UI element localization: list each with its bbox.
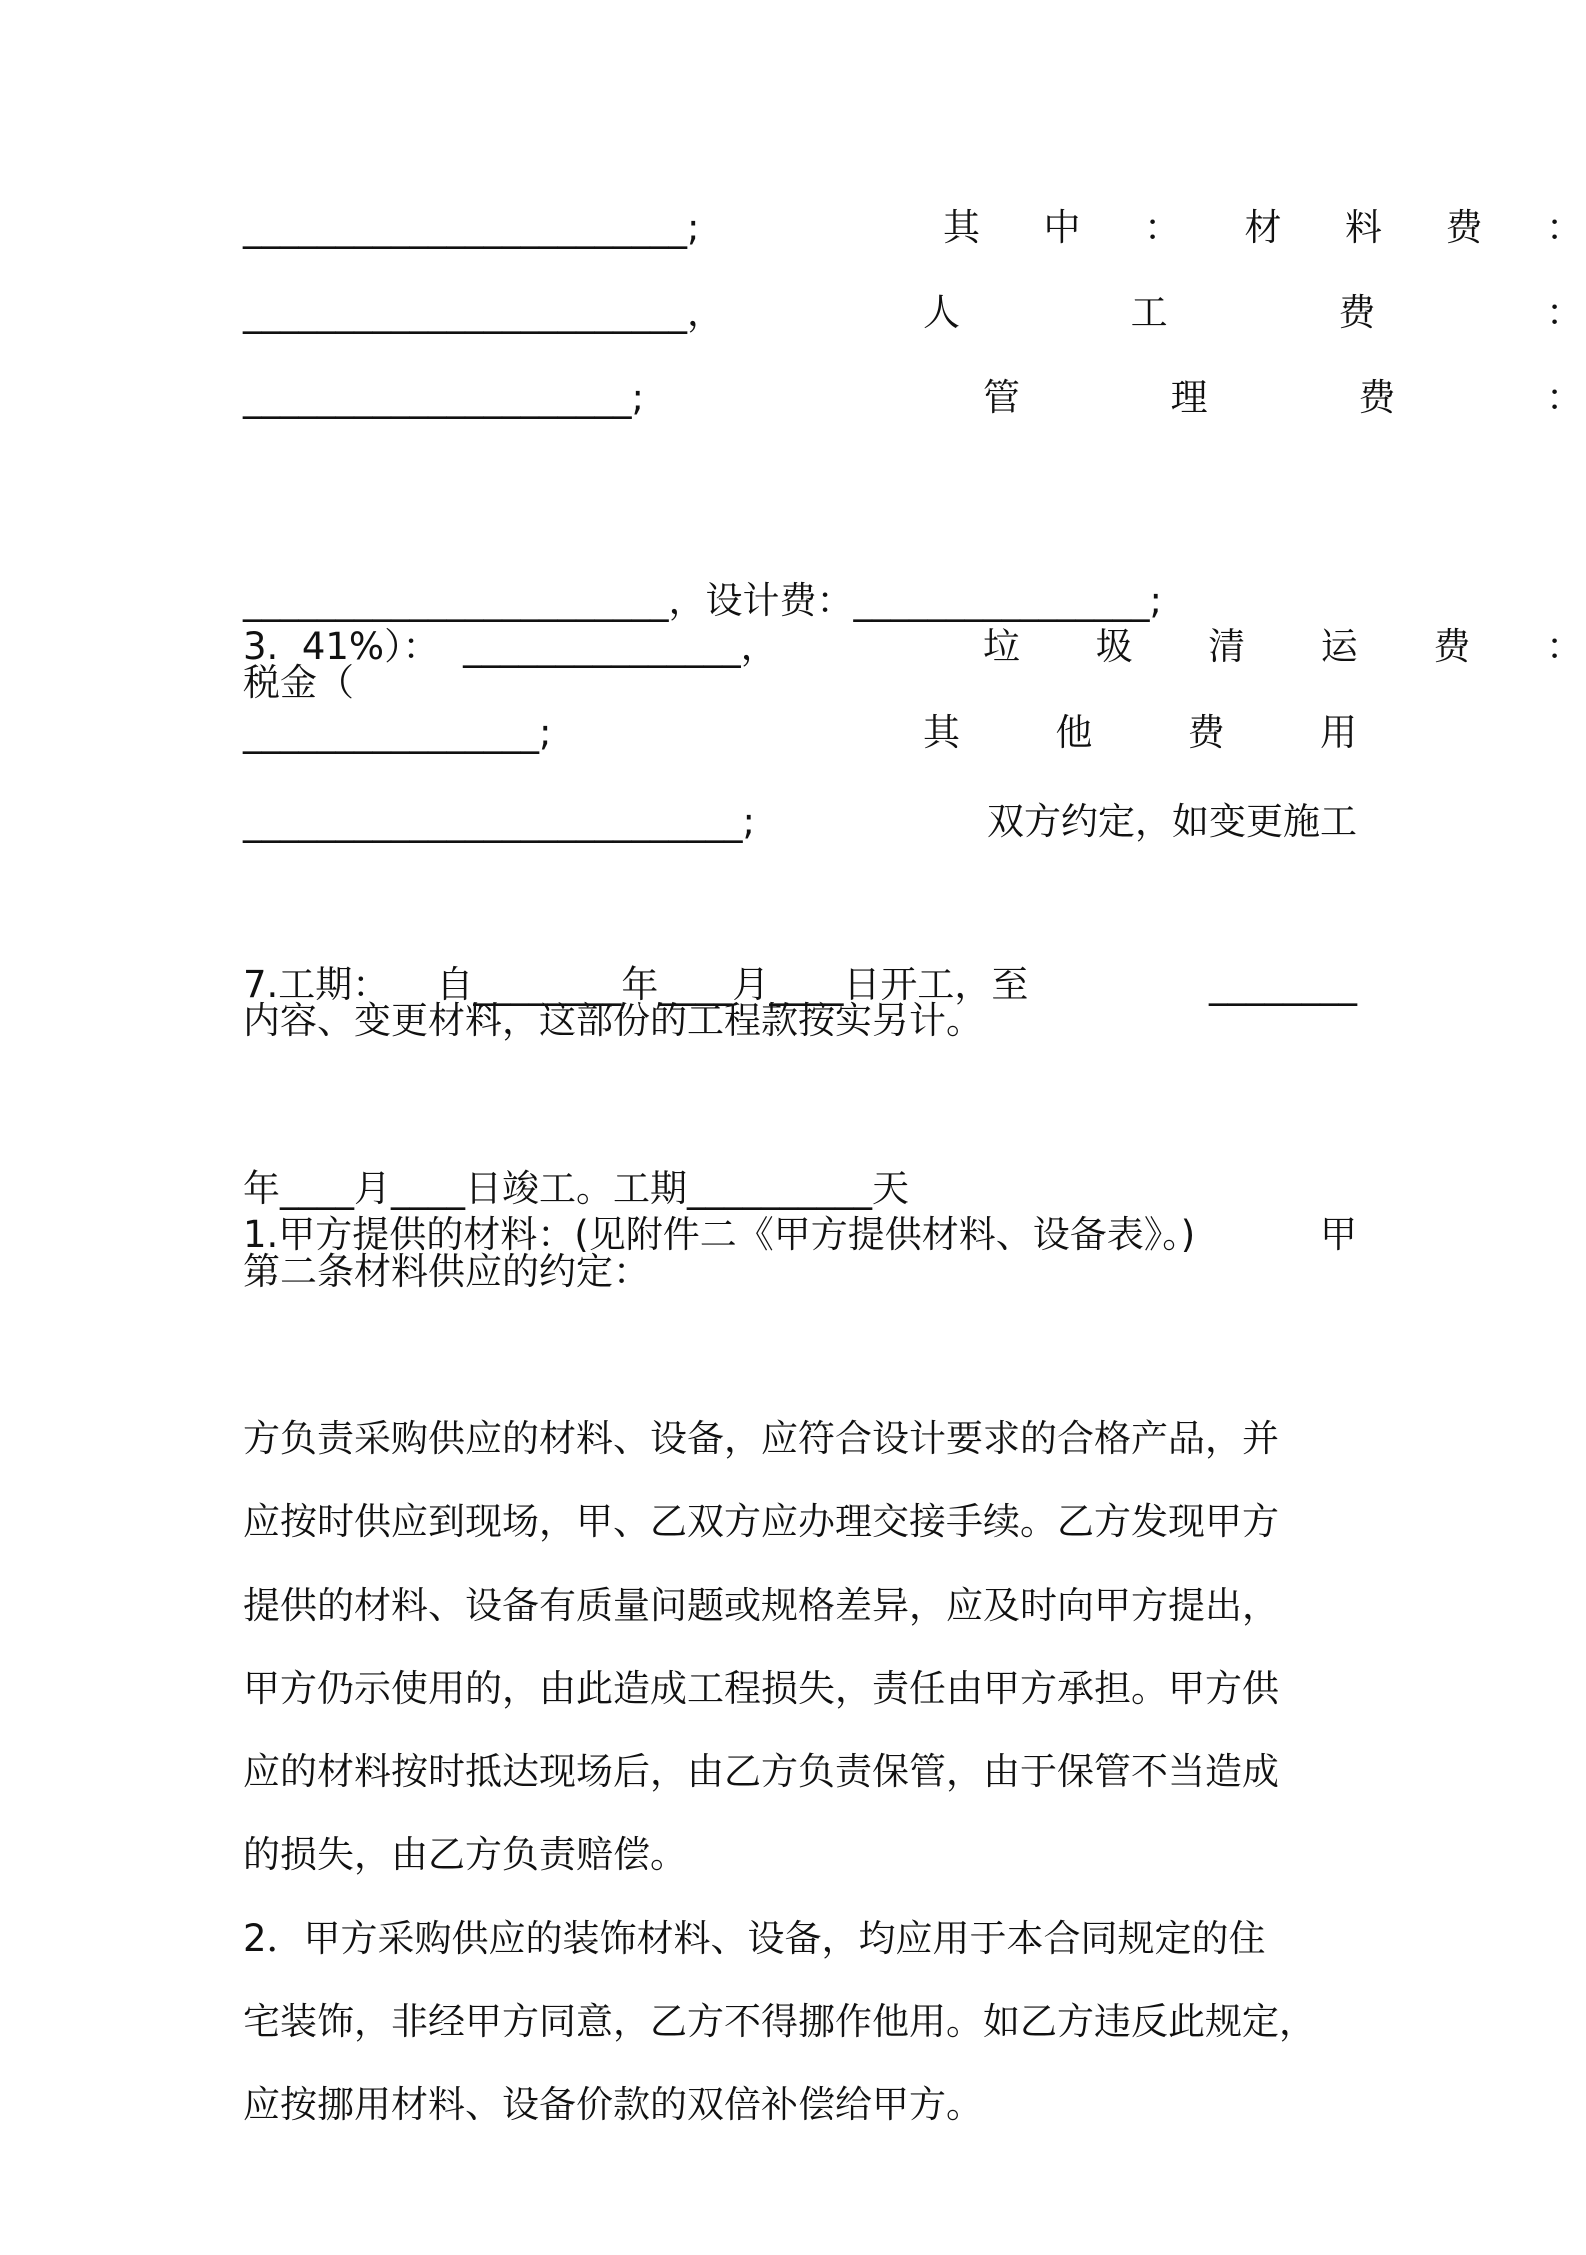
line-text: 年____月____日竣工。工期__________天	[243, 1167, 909, 1210]
char: 材	[1244, 206, 1282, 249]
blank-field: ___________________________;	[243, 800, 755, 843]
text-line	[243, 1289, 1357, 1460]
line-text: 双方约定，如变更施工	[987, 800, 1357, 843]
line-text: 应的材料按时抵达现场后，由乙方负责保管，由于保管不当造成	[243, 1750, 1279, 1793]
char: 理	[1170, 376, 1208, 419]
line-text: 的损失，由乙方负责赔偿。	[243, 1833, 687, 1876]
spread-text	[923, 703, 1357, 763]
char: 中	[1043, 206, 1081, 249]
text-line	[243, 703, 1357, 763]
text-line	[243, 283, 1583, 343]
spread-text	[923, 283, 1583, 343]
char: 圾	[1095, 625, 1133, 668]
line-text: 内容、变更材料，这部份的工程款按实另计。	[243, 999, 983, 1042]
char: 运	[1320, 625, 1358, 668]
text-line	[243, 1039, 1357, 1210]
blank-field: 3. 41%）： _______________，	[243, 625, 778, 668]
char: 管	[983, 376, 1020, 419]
line-text: 2．甲方采购供应的装饰材料、设备，均应用于本合同规定的住	[243, 1917, 1266, 1960]
char: ：	[1546, 206, 1583, 249]
blank-field: ________________________;	[243, 206, 700, 249]
line-text: 甲	[1320, 1213, 1357, 1256]
text-line	[243, 198, 1583, 258]
char: ：	[1545, 376, 1583, 419]
blank-field: ________________;	[243, 711, 552, 754]
char: 垃	[983, 625, 1020, 668]
char: 清	[1208, 625, 1246, 668]
section-heading: 第二条材料供应的约定：	[243, 1250, 650, 1293]
text-line	[243, 368, 1583, 428]
text-line	[243, 451, 1357, 622]
line-text: 税金（	[243, 661, 354, 704]
line-text: 7.工期： 自________年____月____日开工，至	[243, 963, 1029, 1006]
line-text: 应按挪用材料、设备价款的双倍补偿给甲方。	[243, 2083, 983, 2126]
line-text: 甲方仍示使用的，由此造成工程损失，责任由甲方承担。甲方供	[243, 1667, 1279, 1710]
char: ：	[1144, 206, 1181, 249]
char: 费	[1358, 376, 1396, 419]
line-text: 1.甲方提供的材料：(见附件二《甲方提供材料、设备表》。)	[243, 1213, 1196, 1256]
spread-text	[983, 368, 1583, 428]
char: 费	[1187, 711, 1225, 754]
line-text: 方负责采购供应的材料、设备，应符合设计要求的合格产品，并	[243, 1417, 1279, 1460]
char: 其	[923, 711, 960, 754]
char: ：	[1545, 291, 1583, 334]
blank-field: ________	[1209, 963, 1357, 1006]
char: ：	[1545, 625, 1583, 668]
text-line	[243, 1205, 1357, 1265]
text-line	[243, 955, 1357, 1015]
char: 他	[1055, 711, 1093, 754]
text-line	[243, 792, 1357, 852]
char: 费	[1433, 625, 1471, 668]
char: 费	[1338, 291, 1376, 334]
char: 工	[1130, 291, 1168, 334]
blank-field: ________________________，	[243, 291, 724, 334]
spread-text	[943, 198, 1583, 258]
char: 费	[1445, 206, 1483, 249]
char: 料	[1345, 206, 1382, 249]
text-line	[243, 617, 1583, 677]
line-text: _______________________，设计费：________________;	[243, 579, 1162, 622]
spread-text	[983, 617, 1583, 677]
line-text: 宅装饰，非经甲方同意，乙方不得挪作他用。如乙方违反此规定，	[243, 2000, 1316, 2043]
line-text: 应按时供应到现场，甲、乙双方应办理交接手续。乙方发现甲方	[243, 1500, 1279, 1543]
line-text: 提供的材料、设备有质量问题或规格差异，应及时向甲方提出，	[243, 1584, 1279, 1627]
char: 用	[1319, 711, 1357, 754]
char: 其	[943, 206, 980, 249]
blank-field: _____________________;	[243, 376, 644, 419]
char: 人	[923, 291, 960, 334]
